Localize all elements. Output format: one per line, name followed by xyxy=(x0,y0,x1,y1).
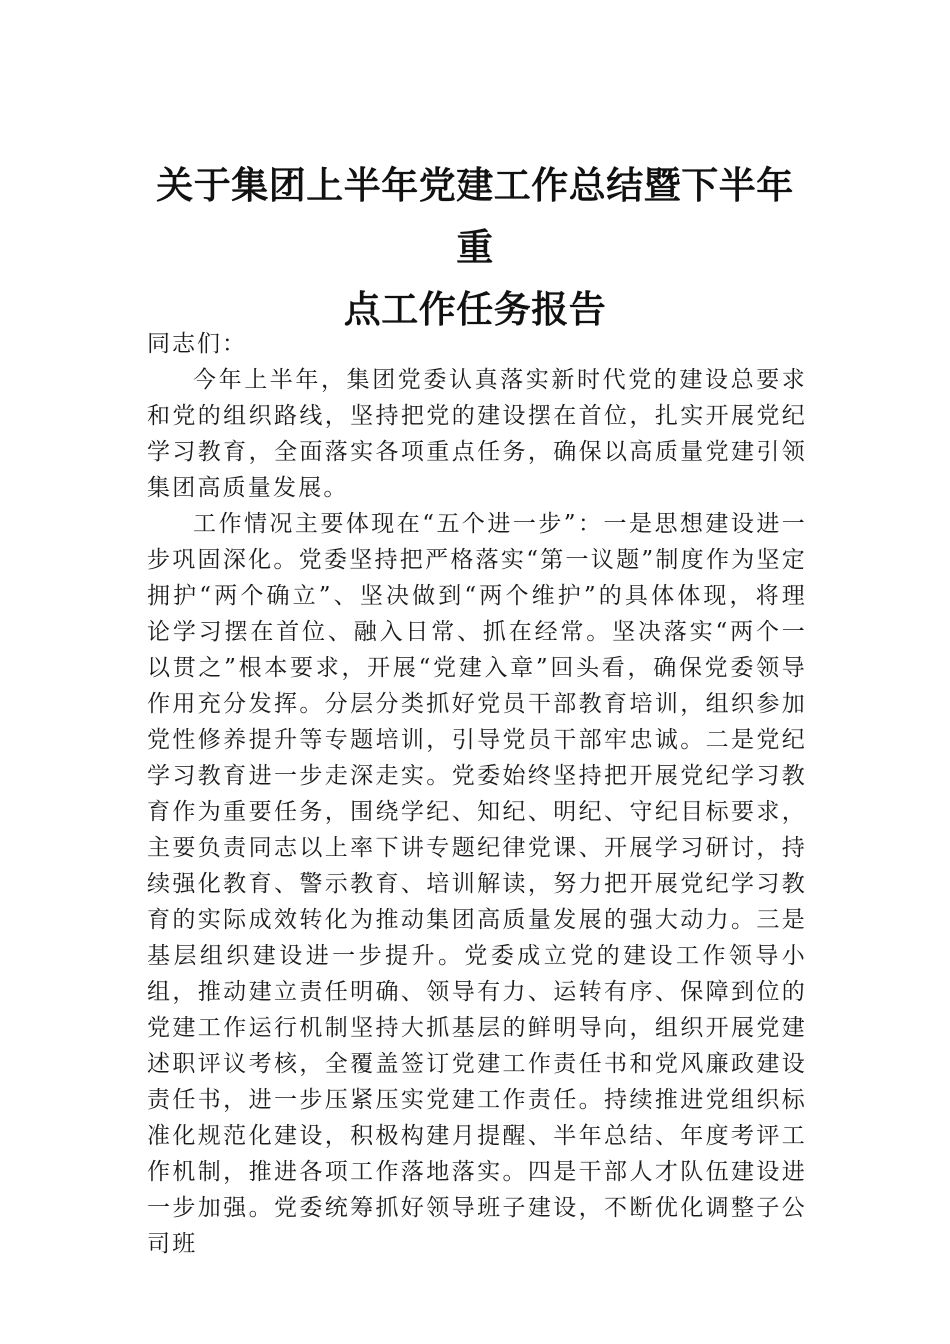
salutation: 同志们： xyxy=(147,331,247,357)
body-paragraph-intro: 今年上半年，集团党委认真落实新时代党的建设总要求和党的组织路线，坚持把党的建设摆在首位，扎实开展党纪学习教育，全面落实各项重点任务，确保以高质量党建引领集团高质量发展。 xyxy=(147,367,807,501)
body-paragraph-work-status: 工作情况主要体现在“五个进一步”：一是思想建设进一步巩固深化。党委坚持把严格落实“第一议题”制度作为坚定拥护“两个确立”、坚决做到“两个维护”的具体体现，将理论学习摆在首位、融入日常、抓在经常。坚决落实“两个一以贯之”根本要求，开展“党建入章”回头看，确保党委领导作用充分发挥。分层分类抓好党员干部教育培训，组织参加党性修养提升等专题培训，引导党员干部牢忠诚。二是党纪学习教育进一步走深走实。党委始终坚持把开展党纪学习教育作为重要任务，围绕学纪、知纪、明纪、守纪目标要求，主要负责同志以上率下讲专题纪律党课、开展学习研讨，持续强化教育、警示教育、培训解读，努力把开展党纪学习教育的实际成效转化为推动集团高质量发展的强大动力。三是基层组织建设进一步提升。党委成立党的建设工作领导小组，推动建立责任明确、领导有力、运转有序、保障到位的党建工作运行机制坚持大抓基层的鲜明导向，组织开展党建述职评议考核，全覆盖签订党建工作责任书和党风廉政建设责任书，进一步压紧压实党建工作责任。持续推进党组织标准化规范化建设，积极构建月提醒、半年总结、年度考评工作机制，推进各项工作落地落实。四是干部人才队伍建设进一步加强。党委统筹抓好领导班子建设，不断优化调整子公司班 xyxy=(147,511,807,1257)
document-title xyxy=(140,155,810,341)
title-line-1: 关于集团上半年党建工作总结暨下半年重 xyxy=(156,164,794,269)
title-line-2: 点工作任务报告 xyxy=(343,288,607,331)
